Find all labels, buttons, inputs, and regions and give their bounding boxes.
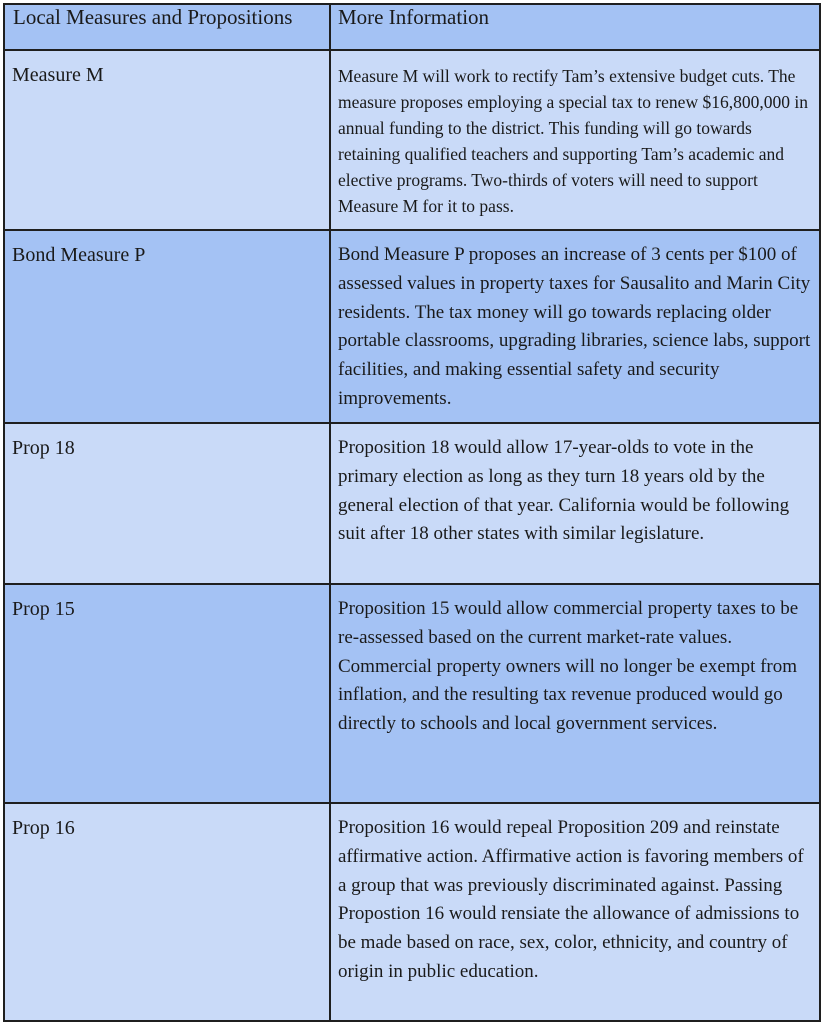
measure-info: Proposition 15 would allow commercial property taxes to be re-assessed based on the current market-rate values. Commercial property owners will no longer be exempt from inflation, and the resulting tax revenue produced would go directly to schools and local government services. bbox=[330, 584, 820, 803]
column-header-more-information: More Information bbox=[330, 4, 820, 50]
table-row bbox=[4, 230, 820, 423]
measure-info: Measure M will work to rectify Tam’s extensive budget cuts. The measure proposes employing a special tax to renew $16,800,000 in annual funding to the district. This funding will go towards retaining qualified teachers and supporting Tam’s academic and elective programs. Two-thirds of voters will need to support Measure M for it to pass. bbox=[330, 50, 820, 230]
measure-name: Prop 16 bbox=[4, 803, 330, 1021]
table-row bbox=[4, 423, 820, 584]
table-row bbox=[4, 584, 820, 803]
measure-name: Prop 15 bbox=[4, 584, 330, 803]
measure-name: Prop 18 bbox=[4, 423, 330, 584]
measure-name: Measure M bbox=[4, 50, 330, 230]
table-row bbox=[4, 803, 820, 1021]
measures-table bbox=[3, 3, 821, 1022]
measure-name: Bond Measure P bbox=[4, 230, 330, 423]
table-header-row bbox=[4, 4, 820, 50]
measure-info: Bond Measure P proposes an increase of 3 cents per $100 of assessed values in property taxes for Sausalito and Marin City residents. The tax money will go towards replacing older portable classrooms, upgrading libraries, science labs, support facilities, and making essential safety and security improvements. bbox=[330, 230, 820, 423]
measure-info: Proposition 18 would allow 17-year-olds to vote in the primary election as long as they turn 18 years old by the general election of that year. California would be following suit after 18 other states with similar legislature. bbox=[330, 423, 820, 584]
measure-info: Proposition 16 would repeal Proposition 209 and reinstate affirmative action. Affirmative action is favoring members of a group that was previously discriminated against. Passing Propostion 16 would rensiate the allowance of admissions to be made based on race, sex, color, ethnicity, and country of origin in public education. bbox=[330, 803, 820, 1021]
table-row bbox=[4, 50, 820, 230]
column-header-measures: Local Measures and Propositions bbox=[4, 4, 330, 50]
